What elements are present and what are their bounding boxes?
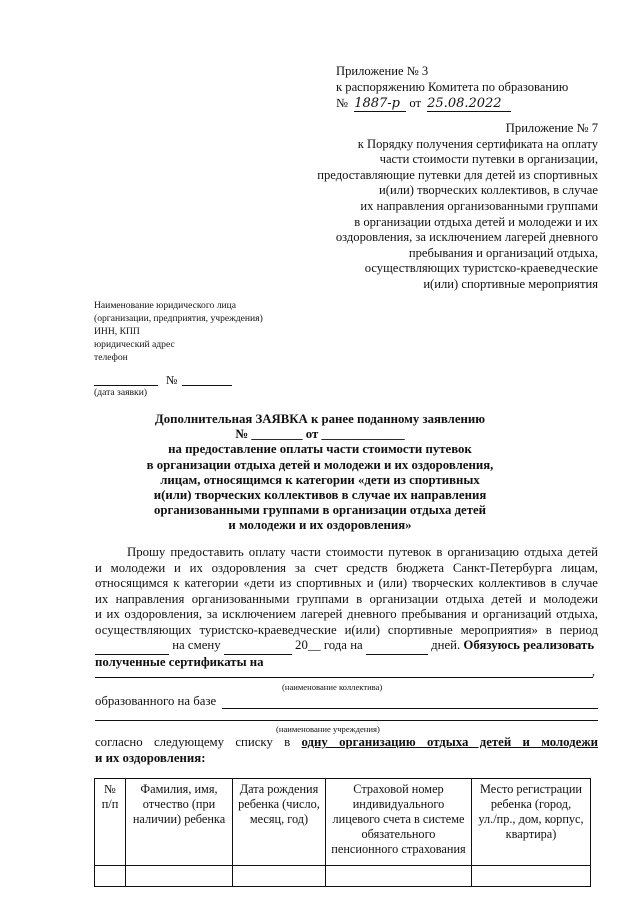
body-line: и их оздоровления, за исключением лагерей дневного пребывания и организаций отдыха, (95, 607, 598, 621)
appendix-7-line: и(или) творческих коллективов, в случае (379, 183, 598, 198)
header-text: ребенка (число, (238, 797, 320, 811)
handwritten-number: 1887-р (354, 96, 406, 112)
body-line: осуществляющих туристско-краеведческие и(или) спортивные мероприятия» в период (95, 622, 598, 637)
title-line: и(или) творческих коллективов в случае их направления (153, 488, 487, 503)
shift-label: на смену (172, 638, 221, 652)
col-name-header (126, 779, 233, 866)
collective-name-line (95, 677, 593, 678)
period-blank (95, 638, 169, 655)
header-text: квартира) (505, 827, 557, 841)
title-line: Дополнительная ЗАЯВКА к ранее поданному заявлению (154, 412, 486, 426)
table-cell (126, 866, 233, 887)
body-line: их направления организованными группами в организации отдыха детей и молодежи (95, 591, 598, 606)
table-cell (326, 866, 472, 887)
date-prefix: от (409, 96, 421, 110)
body-line: относящимся к категории «дети из спортивных и (или) творческих коллективов в случае (95, 576, 598, 590)
list-intro-text: согласно следующему списку в (95, 735, 291, 749)
year-label: 20__ года на (295, 638, 363, 652)
table-cell (233, 866, 326, 887)
appendix-7-block (317, 121, 598, 293)
collective-comma: , (592, 664, 595, 678)
header-text: пенсионного страхования (331, 842, 466, 856)
institution-line-2 (95, 720, 598, 721)
col-number-header (95, 779, 126, 866)
appendix-7-line: пребывания и организаций отдыха, (408, 245, 598, 260)
title-line: на предоставление оплаты части стоимости путевок (168, 442, 472, 457)
body-line: и молодежи и их оздоровления за счет средств бюджета Санкт-Петербурга лицам, (95, 560, 598, 575)
one-organization-text: одну организацию отдыха детей и молодежи (301, 735, 598, 749)
header-text: индивидуального (352, 797, 445, 811)
order-number-line (336, 96, 511, 112)
appendix-7-line: осуществляющих туристско-краеведческие (364, 261, 598, 276)
phone-label: телефон (94, 352, 128, 364)
appendix-7-line: Приложение № 7 (505, 121, 598, 135)
table-cell (472, 866, 591, 887)
appendix-7-line: предоставляющие путевки для детей из спортивных (317, 167, 598, 182)
institution-caption: (наименование учреждения) (276, 724, 380, 734)
application-number-sign: № (166, 373, 178, 387)
title-line: лицам, относящимся к категории «дети из спортивных (160, 472, 480, 487)
appendix-7-line: части стоимости путевки в организации, (379, 152, 598, 167)
header-text: п/п (101, 797, 119, 811)
table-header-row (95, 779, 591, 866)
certificates-line: полученные сертификаты на (95, 654, 264, 669)
period-line (95, 638, 598, 655)
title-line: и молодежи и их оздоровления» (228, 518, 412, 533)
request-body (95, 545, 598, 670)
header-text: наличии) ребенка (132, 812, 226, 826)
legal-address-label: юридический адрес (94, 339, 175, 351)
appendix-7-line: к Порядку получения сертификата на оплату (357, 136, 598, 151)
appendix-7-line: оздоровления, за исключением лагерей дневного (335, 230, 598, 245)
col-registration-header (472, 779, 591, 866)
org-name-label: Наименование юридического лица (94, 300, 237, 311)
header-text: Дата рождения (239, 782, 319, 796)
collective-caption: (наименование коллектива) (282, 682, 383, 692)
title-line: № ________ от _____________ (235, 427, 405, 442)
header-text: Фамилия, имя, (140, 782, 218, 796)
header-text: № (104, 782, 116, 796)
list-intro-line (95, 735, 598, 751)
col-birthdate-header (233, 779, 326, 866)
appendix-7-line: их направления организованными группами (360, 198, 598, 213)
institution-line-1 (222, 708, 598, 709)
document-title (90, 412, 550, 534)
appendix-7-line: и(или) спортивные мероприятия (423, 276, 598, 291)
number-sign: № (336, 96, 349, 110)
shift-blank (224, 638, 292, 655)
obligation-text: Обязуюсь реализовать (463, 638, 595, 652)
header-text: ул./пр., дом, корпус, (478, 812, 584, 826)
header-text: месяц, год) (249, 812, 309, 826)
order-reference: к распоряжению Комитета по образованию (336, 80, 569, 94)
header-text: Место регистрации (480, 782, 582, 796)
header-text: обязательного (361, 827, 436, 841)
handwritten-date: 25.08.2022 (427, 96, 511, 112)
inn-kpp-label: ИНН, КПП (94, 326, 140, 338)
table-cell (95, 866, 126, 887)
days-blank (366, 638, 428, 655)
org-type-label: (организации, предприятия, учреждения) (94, 313, 263, 325)
children-table (94, 778, 591, 887)
appendix-3-label: Приложение № 3 (336, 64, 429, 78)
body-line: Прошу предоставить оплату части стоимости путевок в организацию отдыха детей (127, 545, 598, 559)
header-text: лицевого счета в системе (332, 812, 465, 826)
application-date-line (94, 385, 158, 386)
organization-fields (94, 299, 263, 364)
days-label: дней. (431, 638, 461, 652)
list-intro-end: и их оздоровления: (95, 751, 206, 765)
appendix-7-line: в организации отдыха детей и молодежи и их (354, 214, 598, 229)
title-line: в организации отдыха детей и молодежи и их оздоровления, (146, 457, 494, 472)
header-text: отчество (при (142, 797, 216, 811)
title-line: организованными группами в организации отдыха детей (153, 503, 487, 518)
application-number-line (182, 385, 232, 386)
header-text: Страховой номер (353, 782, 444, 796)
table-row (95, 866, 591, 887)
col-snils-header (326, 779, 472, 866)
header-text: ребенка (город, (490, 797, 572, 811)
application-date-caption: (дата заявки) (94, 387, 148, 398)
institution-label: образованного на базе (95, 694, 217, 708)
